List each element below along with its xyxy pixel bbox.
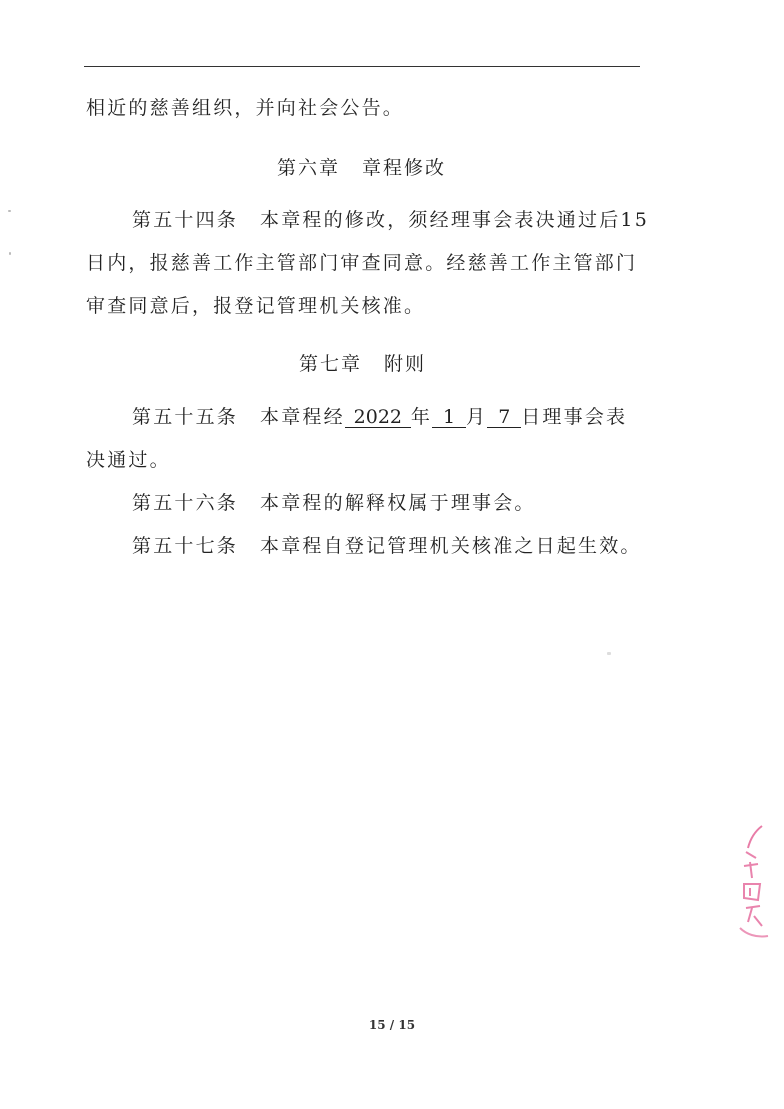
- article-54-label: 第五十四条: [132, 209, 239, 231]
- chapter-7-title: 附则: [384, 353, 427, 375]
- article-55-suffix: 日理事会表: [521, 406, 628, 428]
- seal-stamp-icon: [732, 822, 772, 942]
- page-number: 15 / 15: [368, 1018, 416, 1032]
- article-55-label: 第五十五条: [132, 406, 239, 428]
- article-54-text-1: 本章程的修改，须经理事会表决通过后15: [260, 209, 649, 231]
- article-57-line: [132, 534, 642, 558]
- article-57-text: 本章程自登记管理机关核准之日起生效。: [260, 535, 642, 557]
- scan-speck: [9, 252, 11, 255]
- article-56-text: 本章程的解释权属于理事会。: [260, 492, 536, 514]
- chapter-6-title: 章程修改: [362, 157, 447, 179]
- article-54-line-3: 审查同意后，报登记管理机关核准。: [86, 295, 426, 317]
- article-55-line-1: [132, 405, 627, 429]
- article-55-month-field: 1: [432, 407, 466, 428]
- scan-speck: [8, 210, 11, 212]
- header-rule: [84, 66, 640, 67]
- chapter-6-number: 第六章: [277, 157, 341, 179]
- article-56-label: 第五十六条: [132, 492, 239, 514]
- scan-speck: [607, 652, 611, 655]
- article-55-day-field: 7: [487, 407, 521, 428]
- article-54-line-2: 日内，报慈善工作主管部门审查同意。经慈善工作主管部门: [86, 252, 638, 274]
- article-55-year-field: 2022: [345, 407, 411, 428]
- article-55-year-unit: 年: [410, 406, 433, 428]
- chapter-6-heading: [277, 156, 446, 180]
- article-56-line: [132, 491, 536, 515]
- article-55-month-unit: 月: [466, 406, 488, 428]
- continuation-text: 相近的慈善组织，并向社会公告。: [86, 97, 405, 119]
- article-55-prefix: 本章程经: [260, 406, 345, 428]
- article-55-line-2: 决通过。: [86, 449, 171, 471]
- chapter-7-heading: [299, 352, 426, 376]
- article-57-label: 第五十七条: [132, 535, 239, 557]
- article-54-line-1: [132, 208, 649, 232]
- chapter-7-number: 第七章: [299, 353, 363, 375]
